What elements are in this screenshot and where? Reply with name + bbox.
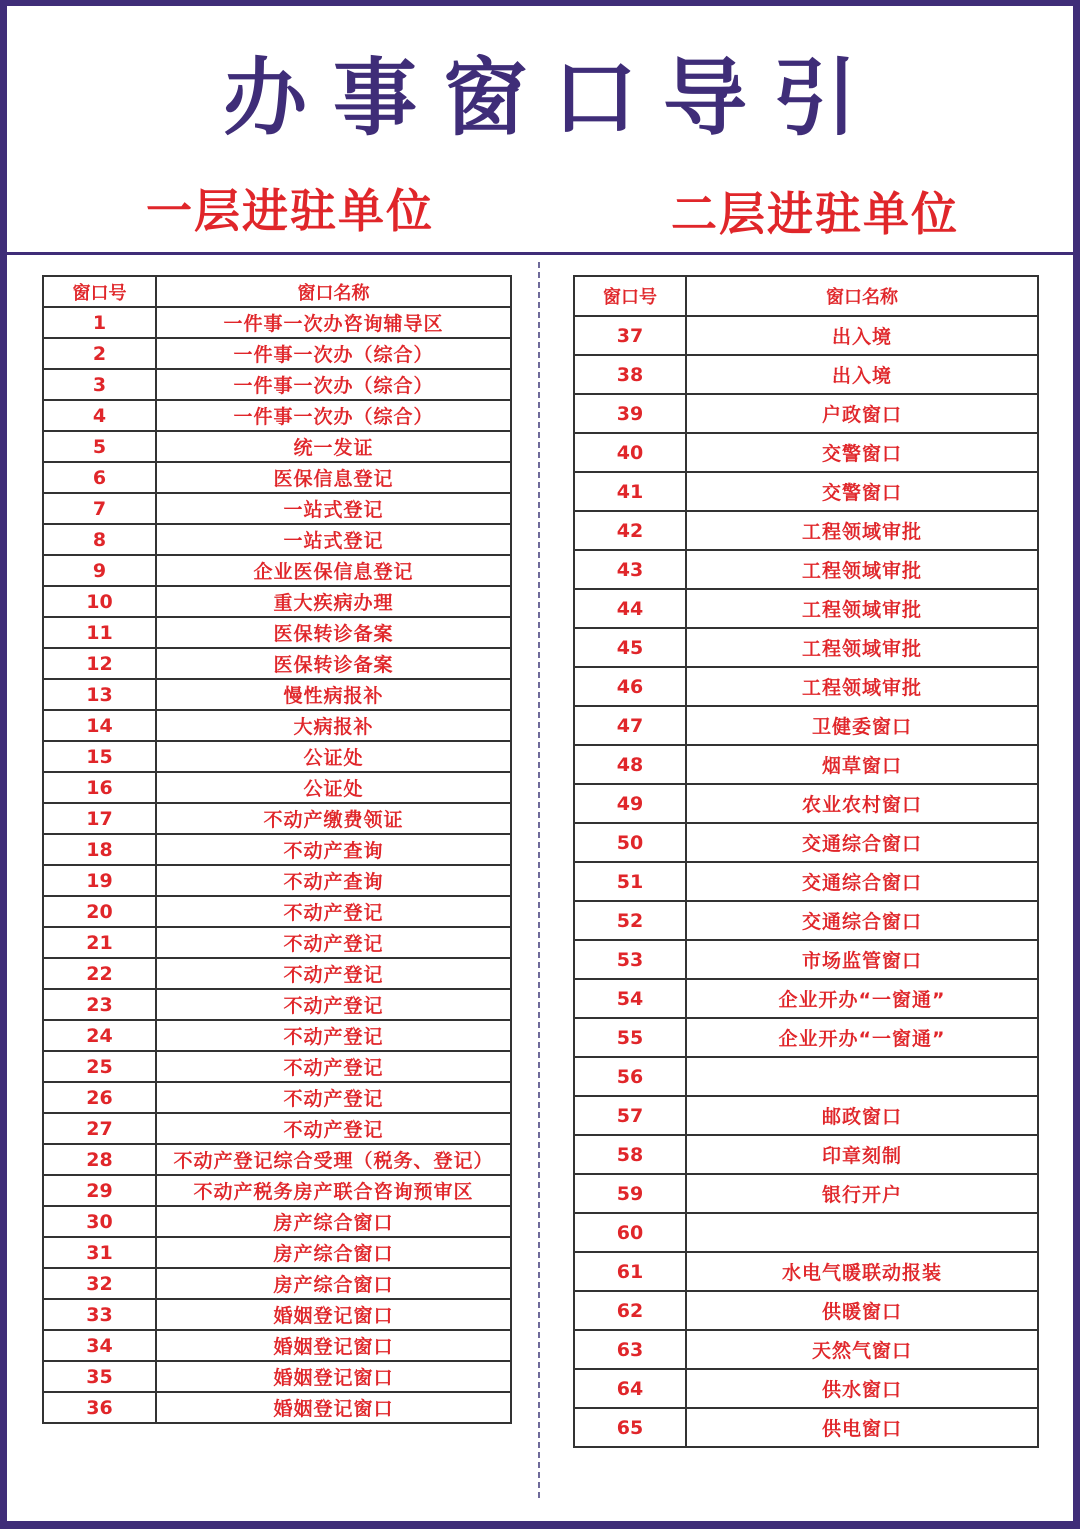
window-number: 10 xyxy=(43,586,156,617)
window-number: 32 xyxy=(43,1268,156,1299)
header-window-name: 窗口名称 xyxy=(156,276,511,307)
window-name: 统一发证 xyxy=(156,431,511,462)
table-row xyxy=(43,741,511,772)
table-row xyxy=(43,369,511,400)
window-number: 14 xyxy=(43,710,156,741)
table-row xyxy=(43,524,511,555)
window-name: 不动产登记 xyxy=(156,1113,511,1144)
window-name: 印章刻制 xyxy=(686,1135,1038,1174)
window-name: 大病报补 xyxy=(156,710,511,741)
table-row xyxy=(43,865,511,896)
page-title: 办事窗口导引 xyxy=(222,49,883,147)
window-name: 医保信息登记 xyxy=(156,462,511,493)
window-name: 银行开户 xyxy=(686,1174,1038,1213)
window-number: 35 xyxy=(43,1361,156,1392)
table-row xyxy=(43,679,511,710)
table-row xyxy=(574,472,1038,511)
window-name: 不动产登记综合受理（税务、登记） xyxy=(156,1144,511,1175)
window-number: 18 xyxy=(43,834,156,865)
window-number: 53 xyxy=(574,940,686,979)
window-number: 50 xyxy=(574,823,686,862)
window-number: 43 xyxy=(574,550,686,589)
window-name: 婚姻登记窗口 xyxy=(156,1361,511,1392)
floor1-title: 一层进驻单位 xyxy=(146,184,434,238)
window-name: 交警窗口 xyxy=(686,472,1038,511)
window-name: 不动产登记 xyxy=(156,1082,511,1113)
table-row xyxy=(43,958,511,989)
header-window-name: 窗口名称 xyxy=(686,276,1038,316)
table-row xyxy=(43,1330,511,1361)
table-row xyxy=(43,1237,511,1268)
window-name: 不动产查询 xyxy=(156,834,511,865)
window-name: 供电窗口 xyxy=(686,1408,1038,1447)
window-number: 49 xyxy=(574,784,686,823)
table-row xyxy=(43,989,511,1020)
window-name: 一件事一次办咨询辅导区 xyxy=(156,307,511,338)
window-name: 房产综合窗口 xyxy=(156,1268,511,1299)
window-number: 58 xyxy=(574,1135,686,1174)
window-number: 2 xyxy=(43,338,156,369)
window-number: 5 xyxy=(43,431,156,462)
window-number: 21 xyxy=(43,927,156,958)
window-name: 工程领域审批 xyxy=(686,511,1038,550)
window-number: 36 xyxy=(43,1392,156,1423)
table-row xyxy=(43,1020,511,1051)
table-row xyxy=(574,433,1038,472)
header-divider xyxy=(7,252,1073,255)
window-name: 公证处 xyxy=(156,772,511,803)
window-number: 61 xyxy=(574,1252,686,1291)
window-number: 12 xyxy=(43,648,156,679)
window-number: 8 xyxy=(43,524,156,555)
window-name: 邮政窗口 xyxy=(686,1096,1038,1135)
floor2-title: 二层进驻单位 xyxy=(671,187,959,241)
window-name: 企业开办“一窗通” xyxy=(686,979,1038,1018)
window-name: 婚姻登记窗口 xyxy=(156,1392,511,1423)
window-number: 42 xyxy=(574,511,686,550)
table-row xyxy=(574,511,1038,550)
window-name: 公证处 xyxy=(156,741,511,772)
window-number: 33 xyxy=(43,1299,156,1330)
table-row xyxy=(574,394,1038,433)
table-row xyxy=(43,1113,511,1144)
table-row xyxy=(43,400,511,431)
window-name: 不动产登记 xyxy=(156,989,511,1020)
table-row xyxy=(43,1144,511,1175)
window-name: 房产综合窗口 xyxy=(156,1237,511,1268)
window-name: 不动产登记 xyxy=(156,896,511,927)
window-number: 48 xyxy=(574,745,686,784)
window-number: 41 xyxy=(574,472,686,511)
table-row xyxy=(574,1408,1038,1447)
window-number: 6 xyxy=(43,462,156,493)
window-name: 不动产缴费领证 xyxy=(156,803,511,834)
window-name: 天然气窗口 xyxy=(686,1330,1038,1369)
window-name: 房产综合窗口 xyxy=(156,1206,511,1237)
window-number: 57 xyxy=(574,1096,686,1135)
table-row xyxy=(43,555,511,586)
window-name: 一站式登记 xyxy=(156,493,511,524)
table-row xyxy=(574,1213,1038,1252)
window-number: 26 xyxy=(43,1082,156,1113)
table-row xyxy=(574,1291,1038,1330)
table-row xyxy=(574,823,1038,862)
window-number: 27 xyxy=(43,1113,156,1144)
floor2-table xyxy=(573,275,1039,1448)
table-row xyxy=(574,1330,1038,1369)
table-row xyxy=(43,431,511,462)
table-row xyxy=(43,1392,511,1423)
table-row xyxy=(43,617,511,648)
window-name: 婚姻登记窗口 xyxy=(156,1330,511,1361)
table-row xyxy=(43,1206,511,1237)
table-row xyxy=(43,1175,511,1206)
table-row xyxy=(574,1369,1038,1408)
window-name: 不动产登记 xyxy=(156,958,511,989)
table-header-row xyxy=(43,276,511,307)
window-name: 交警窗口 xyxy=(686,433,1038,472)
window-name: 婚姻登记窗口 xyxy=(156,1299,511,1330)
window-name: 一件事一次办（综合） xyxy=(156,338,511,369)
table-row xyxy=(43,927,511,958)
table-row xyxy=(43,1268,511,1299)
window-number: 51 xyxy=(574,862,686,901)
window-number: 1 xyxy=(43,307,156,338)
table-row xyxy=(574,667,1038,706)
window-number: 25 xyxy=(43,1051,156,1082)
table-row xyxy=(43,834,511,865)
window-number: 24 xyxy=(43,1020,156,1051)
window-name: 一件事一次办（综合） xyxy=(156,369,511,400)
window-name: 企业开办“一窗通” xyxy=(686,1018,1038,1057)
window-number: 20 xyxy=(43,896,156,927)
window-number: 62 xyxy=(574,1291,686,1330)
table-row xyxy=(574,745,1038,784)
window-number: 60 xyxy=(574,1213,686,1252)
window-number: 7 xyxy=(43,493,156,524)
table-row xyxy=(574,940,1038,979)
window-name xyxy=(686,1213,1038,1252)
window-name: 出入境 xyxy=(686,355,1038,394)
window-number: 16 xyxy=(43,772,156,803)
table-row xyxy=(43,1361,511,1392)
window-name: 不动产查询 xyxy=(156,865,511,896)
table-row xyxy=(43,1082,511,1113)
window-number: 44 xyxy=(574,589,686,628)
table-row xyxy=(574,628,1038,667)
table-row xyxy=(574,1252,1038,1291)
table-row xyxy=(43,1299,511,1330)
window-number: 31 xyxy=(43,1237,156,1268)
window-name: 供暖窗口 xyxy=(686,1291,1038,1330)
table-row xyxy=(43,772,511,803)
table-row xyxy=(43,1051,511,1082)
window-number: 30 xyxy=(43,1206,156,1237)
window-name: 交通综合窗口 xyxy=(686,823,1038,862)
window-name: 一站式登记 xyxy=(156,524,511,555)
table-row xyxy=(43,710,511,741)
window-number: 15 xyxy=(43,741,156,772)
table-row xyxy=(574,1174,1038,1213)
window-name: 工程领域审批 xyxy=(686,550,1038,589)
window-number: 9 xyxy=(43,555,156,586)
header-window-number: 窗口号 xyxy=(574,276,686,316)
table-row xyxy=(43,493,511,524)
window-name: 出入境 xyxy=(686,316,1038,355)
table-row xyxy=(574,1018,1038,1057)
table-row xyxy=(574,1135,1038,1174)
window-number: 37 xyxy=(574,316,686,355)
window-name: 烟草窗口 xyxy=(686,745,1038,784)
window-name: 工程领域审批 xyxy=(686,589,1038,628)
table-row xyxy=(574,901,1038,940)
window-number: 13 xyxy=(43,679,156,710)
window-name: 不动产登记 xyxy=(156,927,511,958)
header-window-number: 窗口号 xyxy=(43,276,156,307)
window-number: 47 xyxy=(574,706,686,745)
window-name: 不动产税务房产联合咨询预审区 xyxy=(156,1175,511,1206)
window-number: 55 xyxy=(574,1018,686,1057)
table-row xyxy=(574,589,1038,628)
window-number: 4 xyxy=(43,400,156,431)
table-row xyxy=(43,307,511,338)
window-number: 28 xyxy=(43,1144,156,1175)
window-number: 19 xyxy=(43,865,156,896)
window-name: 水电气暖联动报装 xyxy=(686,1252,1038,1291)
table-row xyxy=(43,803,511,834)
window-number: 17 xyxy=(43,803,156,834)
table-row xyxy=(43,648,511,679)
window-name: 工程领域审批 xyxy=(686,628,1038,667)
table-row xyxy=(574,355,1038,394)
window-number: 64 xyxy=(574,1369,686,1408)
window-number: 56 xyxy=(574,1057,686,1096)
window-name: 工程领域审批 xyxy=(686,667,1038,706)
window-name: 交通综合窗口 xyxy=(686,862,1038,901)
window-name: 医保转诊备案 xyxy=(156,648,511,679)
window-number: 65 xyxy=(574,1408,686,1447)
window-name: 市场监管窗口 xyxy=(686,940,1038,979)
window-name: 一件事一次办（综合） xyxy=(156,400,511,431)
window-number: 40 xyxy=(574,433,686,472)
window-name: 农业农村窗口 xyxy=(686,784,1038,823)
table-row xyxy=(43,338,511,369)
table-row xyxy=(574,550,1038,589)
window-number: 38 xyxy=(574,355,686,394)
table-row xyxy=(574,1057,1038,1096)
window-number: 34 xyxy=(43,1330,156,1361)
table-row xyxy=(574,706,1038,745)
window-number: 22 xyxy=(43,958,156,989)
table-row xyxy=(43,586,511,617)
window-name: 卫健委窗口 xyxy=(686,706,1038,745)
window-name xyxy=(686,1057,1038,1096)
window-name: 供水窗口 xyxy=(686,1369,1038,1408)
window-name: 不动产登记 xyxy=(156,1020,511,1051)
table-row xyxy=(43,462,511,493)
table-row xyxy=(574,979,1038,1018)
window-number: 29 xyxy=(43,1175,156,1206)
window-number: 52 xyxy=(574,901,686,940)
table-row xyxy=(574,862,1038,901)
table-row xyxy=(574,316,1038,355)
window-number: 54 xyxy=(574,979,686,1018)
window-name: 户政窗口 xyxy=(686,394,1038,433)
window-name: 交通综合窗口 xyxy=(686,901,1038,940)
window-name: 重大疾病办理 xyxy=(156,586,511,617)
window-number: 39 xyxy=(574,394,686,433)
table-row xyxy=(574,784,1038,823)
table-header-row xyxy=(574,276,1038,316)
window-number: 11 xyxy=(43,617,156,648)
window-number: 23 xyxy=(43,989,156,1020)
table-row xyxy=(574,1096,1038,1135)
column-divider xyxy=(538,262,540,1498)
window-name: 不动产登记 xyxy=(156,1051,511,1082)
window-name: 医保转诊备案 xyxy=(156,617,511,648)
table-row xyxy=(43,896,511,927)
window-number: 59 xyxy=(574,1174,686,1213)
floor1-table xyxy=(42,275,512,1424)
window-number: 63 xyxy=(574,1330,686,1369)
window-number: 46 xyxy=(574,667,686,706)
window-name: 慢性病报补 xyxy=(156,679,511,710)
window-number: 45 xyxy=(574,628,686,667)
window-name: 企业医保信息登记 xyxy=(156,555,511,586)
window-number: 3 xyxy=(43,369,156,400)
